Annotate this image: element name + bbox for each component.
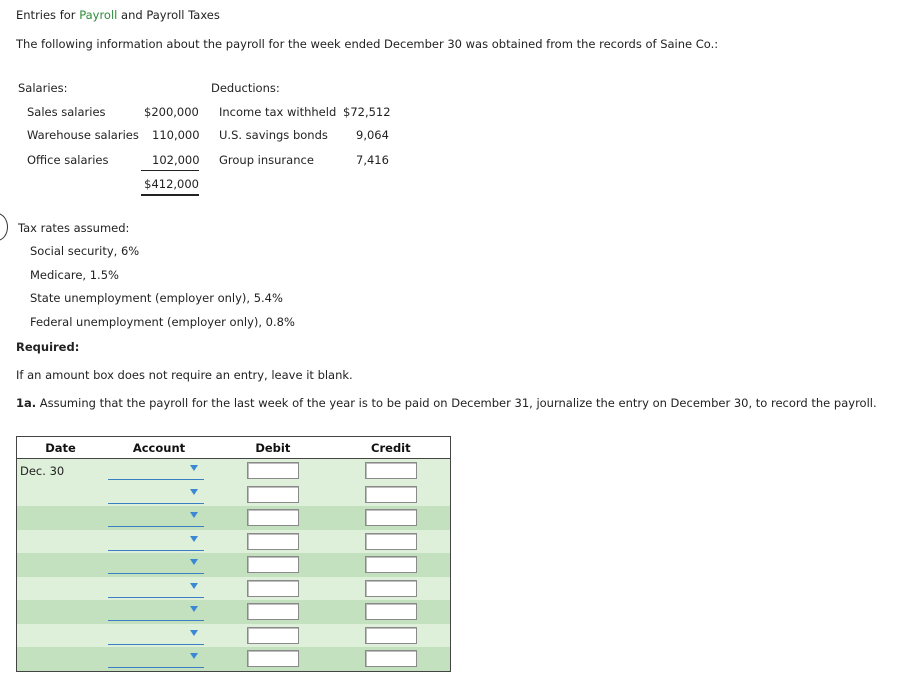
salary-total-double-rule <box>141 194 199 196</box>
journal-table <box>16 436 451 672</box>
debit-cell <box>214 600 332 624</box>
question-text: Assuming that the payroll for the last week of the year is to be paid on December 31, journalize the entry on December 30, to record the payroll. <box>39 396 877 410</box>
dropdown-arrow-icon[interactable] <box>190 630 198 636</box>
date-cell <box>17 553 105 577</box>
intro-text: The following information about the payroll for the week ended December 30 was obtained from the records of Saine Co.: <box>16 37 719 51</box>
debit-input[interactable] <box>247 603 299 620</box>
account-dropdown[interactable] <box>108 461 204 480</box>
credit-cell <box>332 553 451 577</box>
salary-amount: $200,000 <box>144 105 199 119</box>
debit-input[interactable] <box>247 580 299 597</box>
credit-input[interactable] <box>365 533 417 550</box>
tax-rate-item: Social security, 6% <box>30 244 140 258</box>
credit-input[interactable] <box>365 486 417 503</box>
credit-input[interactable] <box>365 580 417 597</box>
deduction-name: Group insurance <box>219 153 314 167</box>
debit-cell <box>214 647 332 671</box>
debit-cell <box>214 577 332 601</box>
credit-cell <box>332 506 451 530</box>
deduction-name: U.S. savings bonds <box>219 128 328 142</box>
account-cell <box>104 553 214 577</box>
salary-name: Sales salaries <box>27 105 106 119</box>
debit-cell <box>214 553 332 577</box>
credit-header: Credit <box>332 437 451 459</box>
credit-cell <box>332 530 451 554</box>
debit-cell <box>214 483 332 507</box>
dropdown-arrow-icon[interactable] <box>190 536 198 542</box>
salary-amount: 110,000 <box>152 128 200 142</box>
salary-amount: 102,000 <box>152 153 200 167</box>
bracket-mark <box>0 213 8 241</box>
debit-input[interactable] <box>247 627 299 644</box>
date-cell: Dec. 30 <box>17 459 105 483</box>
dropdown-arrow-icon[interactable] <box>190 606 198 612</box>
dropdown-arrow-icon[interactable] <box>190 559 198 565</box>
account-cell <box>104 483 214 507</box>
debit-header: Debit <box>214 437 332 459</box>
debit-cell <box>214 530 332 554</box>
debit-input[interactable] <box>247 486 299 503</box>
credit-input[interactable] <box>365 462 417 479</box>
credit-cell <box>332 600 451 624</box>
question-number: 1a. <box>16 396 37 410</box>
journal-row <box>17 647 451 671</box>
account-dropdown[interactable] <box>108 485 204 504</box>
account-dropdown[interactable] <box>108 532 204 551</box>
account-dropdown[interactable] <box>108 579 204 598</box>
credit-cell <box>332 459 451 483</box>
credit-cell <box>332 577 451 601</box>
account-dropdown[interactable] <box>108 602 204 621</box>
debit-input[interactable] <box>247 462 299 479</box>
journal-row <box>17 483 451 507</box>
debit-input[interactable] <box>247 509 299 526</box>
account-cell <box>104 577 214 601</box>
journal-row <box>17 577 451 601</box>
credit-cell <box>332 483 451 507</box>
dropdown-arrow-icon[interactable] <box>190 465 198 471</box>
instruction-text: If an amount box does not require an entry, leave it blank. <box>16 368 353 382</box>
deduction-amount: 7,416 <box>356 153 389 167</box>
debit-cell <box>214 459 332 483</box>
account-cell <box>104 624 214 648</box>
salary-total: $412,000 <box>141 170 199 191</box>
payroll-link[interactable]: Payroll <box>79 8 118 22</box>
date-cell <box>17 624 105 648</box>
debit-cell <box>214 624 332 648</box>
debit-input[interactable] <box>247 650 299 667</box>
salary-name: Warehouse salaries <box>27 128 139 142</box>
date-cell <box>17 483 105 507</box>
deduction-amount: $72,512 <box>343 105 391 119</box>
journal-row <box>17 553 451 577</box>
date-cell <box>17 600 105 624</box>
account-dropdown[interactable] <box>108 626 204 645</box>
salary-name: Office salaries <box>27 153 109 167</box>
credit-input[interactable] <box>365 556 417 573</box>
debit-cell <box>214 506 332 530</box>
journal-row <box>17 600 451 624</box>
salaries-label: Salaries: <box>18 81 68 95</box>
tax-rate-item: State unemployment (employer only), 5.4% <box>30 291 283 305</box>
account-cell <box>104 530 214 554</box>
heading-suffix: and Payroll Taxes <box>121 8 220 22</box>
account-header: Account <box>104 437 214 459</box>
journal-row <box>17 624 451 648</box>
tax-rate-item: Medicare, 1.5% <box>30 268 119 282</box>
account-cell <box>104 506 214 530</box>
journal-row <box>17 530 451 554</box>
journal-row <box>17 459 451 483</box>
deduction-name: Income tax withheld <box>219 105 337 119</box>
tax-rate-item: Federal unemployment (employer only), 0.8% <box>30 315 295 329</box>
dropdown-arrow-icon[interactable] <box>190 583 198 589</box>
date-cell <box>17 530 105 554</box>
credit-cell <box>332 624 451 648</box>
dropdown-arrow-icon[interactable] <box>190 489 198 495</box>
question-1a <box>16 396 877 410</box>
account-cell <box>104 647 214 671</box>
credit-input[interactable] <box>365 509 417 526</box>
account-dropdown[interactable] <box>108 649 204 668</box>
date-cell <box>17 506 105 530</box>
tax-rates-label: Tax rates assumed: <box>18 221 130 235</box>
credit-input[interactable] <box>365 603 417 620</box>
account-dropdown[interactable] <box>108 555 204 574</box>
deduction-amount: 9,064 <box>356 128 389 142</box>
credit-input[interactable] <box>365 650 417 667</box>
deductions-label: Deductions: <box>211 81 280 95</box>
account-cell <box>104 459 214 483</box>
debit-input[interactable] <box>247 533 299 550</box>
heading-prefix: Entries for <box>16 8 76 22</box>
page-heading <box>16 8 220 22</box>
dropdown-arrow-icon[interactable] <box>190 512 198 518</box>
required-label: Required: <box>16 340 80 354</box>
account-dropdown[interactable] <box>108 508 204 527</box>
date-cell <box>17 577 105 601</box>
date-header: Date <box>17 437 105 459</box>
debit-input[interactable] <box>247 556 299 573</box>
dropdown-arrow-icon[interactable] <box>190 653 198 659</box>
date-cell <box>17 647 105 671</box>
account-cell <box>104 600 214 624</box>
credit-input[interactable] <box>365 627 417 644</box>
credit-cell <box>332 647 451 671</box>
journal-row <box>17 506 451 530</box>
